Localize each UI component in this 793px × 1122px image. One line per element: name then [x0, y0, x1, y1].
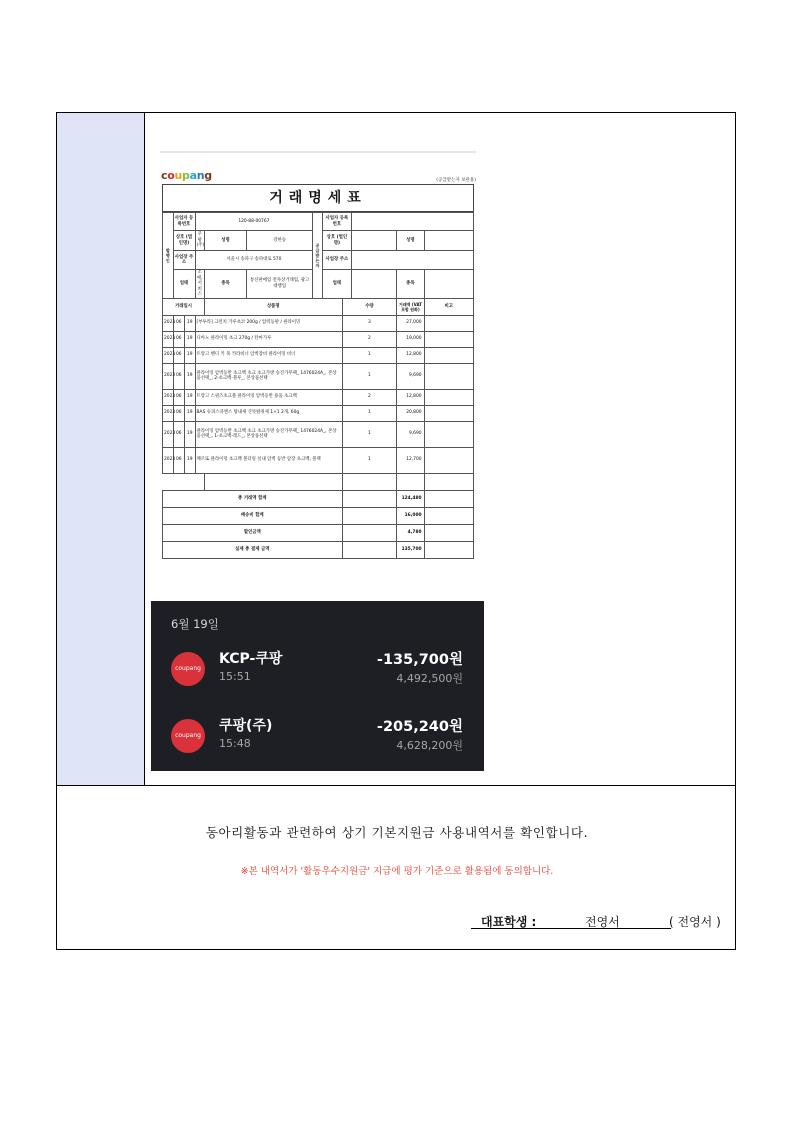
- row-qty: 1: [342, 421, 397, 447]
- row-amount: 20,800: [397, 405, 424, 421]
- empty-cell: [342, 524, 397, 541]
- row-qty: 1: [342, 405, 397, 421]
- empty-cell: [424, 541, 473, 558]
- row-product: 페르또 클라이밍 초크백 볼더링 실내 암벽 등반 암장 초크백, 블랙: [195, 447, 342, 473]
- row-qty: 2: [342, 331, 397, 347]
- receiver-reg-label: 사업자 등록번호: [322, 213, 351, 231]
- row-amount: 19,000: [397, 331, 424, 347]
- consent-note: ※본 내역서가 '활동우수지원금' 지급에 평가 기준으로 활용됨에 동의합니다.: [240, 866, 554, 877]
- divider: [57, 785, 735, 786]
- business-type: 소매, 서비스: [196, 270, 203, 297]
- row-amount: 27,000: [397, 315, 424, 331]
- transaction-time: 15:51: [219, 670, 251, 683]
- shipping-label: 배송비 합계: [163, 507, 343, 524]
- receiver-side-label: 공급받는자: [313, 213, 322, 299]
- row-product: BAS 슈퍼스큐엔스 탕내새 산뜻탈취제 1+1 2개, 60g: [195, 405, 342, 421]
- row-day: 19: [185, 347, 196, 363]
- row-amount: 9,690: [397, 421, 424, 447]
- row-month: 06: [173, 405, 185, 421]
- transaction-amount: -135,700원: [376, 652, 463, 668]
- row-product: 디아노 클라이밍 초크 270g / 탄마가루: [195, 331, 342, 347]
- row-note: [424, 315, 473, 331]
- row-note: [424, 389, 473, 405]
- row-year: 2023: [163, 389, 174, 405]
- row-year: 2023: [163, 315, 174, 331]
- receiver-item: [424, 270, 473, 299]
- coupang-logo: coupang: [161, 169, 212, 182]
- empty-cell: [424, 490, 473, 507]
- row-month: 06: [173, 363, 185, 389]
- row-note: [424, 447, 473, 473]
- representative-signature: ( 전영서 ): [669, 915, 721, 929]
- row-year: 2023: [163, 363, 174, 389]
- receiver-reg-value: [352, 213, 474, 231]
- rep-value: 강한승: [247, 231, 313, 251]
- row-product: 클라이밍 암벽등반 초크백 초크 초크가방 승진가무팩_ 1476024A_, 본상품선택_, 1-초크백-레드_, 본상품선택: [195, 421, 342, 447]
- row-day: 19: [185, 315, 196, 331]
- transaction-item: [151, 715, 484, 755]
- row-month: 06: [173, 447, 185, 473]
- row-amount: 12,800: [397, 389, 424, 405]
- row-note: [424, 421, 473, 447]
- row-product: 트랑고 핸디 키 목 카라비너 암벽장비 클라이밍 비너: [195, 347, 342, 363]
- transaction-date: 6월 19일: [171, 617, 219, 631]
- empty-cell: [342, 473, 397, 490]
- table-row: [163, 405, 474, 421]
- row-note: [424, 331, 473, 347]
- header-product: 상품명: [205, 298, 343, 315]
- receiver-rep-value: [424, 231, 473, 251]
- header-qty: 수량: [342, 298, 397, 315]
- empty-cell: [185, 473, 196, 490]
- table-row: [163, 347, 474, 363]
- row-qty: 1: [342, 347, 397, 363]
- label-column: [57, 113, 145, 785]
- transaction-statement-image: [160, 151, 476, 597]
- row-qty: 3: [342, 315, 397, 331]
- keeper-note: (공급받는자 보관용): [436, 178, 476, 183]
- business-label: 업태: [173, 270, 195, 299]
- item-label: 종목: [205, 270, 247, 299]
- row-month: 06: [173, 421, 185, 447]
- row-year: 2023: [163, 447, 174, 473]
- divider: [160, 151, 476, 153]
- row-qty: 1: [342, 447, 397, 473]
- receiver-rep-label: 성명: [397, 231, 424, 251]
- address: 서울시 송파구 송파대로 570: [195, 251, 313, 270]
- row-amount: 12,800: [397, 347, 424, 363]
- table-row: [163, 363, 474, 389]
- row-month: 06: [173, 389, 185, 405]
- discount-value: 4,780: [397, 524, 424, 541]
- confirmation-text: 동아리활동과 관련하여 상기 기본지원금 사용내역서를 확인합니다.: [205, 825, 589, 840]
- header-amount: 거래액 (VAT포함 원화): [397, 298, 424, 315]
- table-row: [163, 315, 474, 331]
- address-label: 사업장 주소: [173, 251, 195, 270]
- representative-label: 대표학생 :: [481, 915, 537, 929]
- report-frame: [56, 112, 736, 950]
- receiver-name-label: 상호 (법인명): [322, 231, 351, 251]
- transaction-time: 15:48: [219, 737, 251, 750]
- row-day: 19: [185, 389, 196, 405]
- row-day: 19: [185, 405, 196, 421]
- company-name: 쿠팡(주): [195, 231, 204, 251]
- paid-label: 실제 총 결제 금액: [163, 541, 343, 558]
- business-item: 통신판매업 전자상거래업, 광고대행업: [247, 270, 313, 299]
- receiver-address: [352, 251, 474, 270]
- item-rows: [163, 315, 474, 473]
- receiver-business-label: 업태: [322, 270, 351, 299]
- receiver-address-label: 사업장 주소: [322, 251, 351, 270]
- row-day: 19: [185, 331, 196, 347]
- row-note: [424, 405, 473, 421]
- table-row: [163, 389, 474, 405]
- table-row: [163, 421, 474, 447]
- empty-cell: [424, 524, 473, 541]
- reg-no: 120-88-00767: [195, 213, 313, 231]
- row-year: 2023: [163, 331, 174, 347]
- empty-cell: [205, 473, 343, 490]
- row-amount: 9,690: [397, 363, 424, 389]
- coupang-icon: coupang: [171, 719, 205, 753]
- coupang-icon: coupang: [171, 652, 205, 686]
- row-month: 06: [173, 315, 185, 331]
- bank-transaction-screenshot: [151, 601, 484, 771]
- receiver-business: [352, 270, 397, 299]
- representative-name: 전영서: [585, 915, 620, 929]
- transaction-amount: -205,240원: [376, 719, 463, 735]
- row-product: 트랑고 스퀀즈초크볼 클라이밍 암벽등반 용품 초크백: [195, 389, 342, 405]
- empty-cell: [397, 473, 424, 490]
- paid-value: 135,700: [397, 541, 424, 558]
- row-amount: 12,700: [397, 447, 424, 473]
- header-note: 비고: [424, 298, 473, 315]
- invoice-title: 거래명세표: [162, 184, 474, 212]
- row-qty: 1: [342, 363, 397, 389]
- table-row: [163, 331, 474, 347]
- receiver-item-label: 종목: [397, 270, 424, 299]
- discount-label: 할인금액: [163, 524, 343, 541]
- row-month: 06: [173, 331, 185, 347]
- transaction-item: [151, 648, 484, 688]
- header-date: 거래일시: [163, 298, 205, 315]
- empty-cell: [424, 507, 473, 524]
- row-day: 19: [185, 447, 196, 473]
- row-day: 19: [185, 421, 196, 447]
- invoice-table: [162, 212, 474, 559]
- name-label: 상호 (법인명): [173, 231, 195, 251]
- transaction-balance: 4,492,500원: [396, 672, 463, 685]
- row-year: 2023: [163, 421, 174, 447]
- total-value: 124,480: [397, 490, 424, 507]
- empty-cell: [342, 490, 397, 507]
- empty-cell: [342, 507, 397, 524]
- total-label: 총 거래액 합계: [163, 490, 343, 507]
- row-product: 클라이밍 암벽등반 초크백 초크 초크가방 승진가무팩_ 1476024A_, 본상품선택_, 2-초크백-블루_, 본상품선택: [195, 363, 342, 389]
- row-qty: 2: [342, 389, 397, 405]
- transaction-balance: 4,628,200원: [396, 739, 463, 752]
- transaction-merchant: KCP-쿠팡: [219, 651, 283, 667]
- signature-line: [471, 928, 671, 929]
- row-year: 2023: [163, 405, 174, 421]
- transaction-merchant: 쿠팡(주): [219, 718, 273, 734]
- table-row: [163, 447, 474, 473]
- rep-label: 성명: [205, 231, 247, 251]
- row-month: 06: [173, 347, 185, 363]
- reg-no-label: 사업자 등록번호: [173, 213, 195, 231]
- empty-cell: [163, 473, 174, 490]
- empty-cell: [173, 473, 185, 490]
- empty-cell: [195, 473, 204, 490]
- row-note: [424, 347, 473, 363]
- supplier-side-label: 발행인: [163, 213, 174, 299]
- row-day: 19: [185, 363, 196, 389]
- row-product: [부투라] 크런치 가루초코 200g / 압력등판 / 클라이밍: [195, 315, 342, 331]
- receiver-name-value: [352, 231, 397, 251]
- shipping-value: 16,000: [397, 507, 424, 524]
- row-year: 2023: [163, 347, 174, 363]
- row-note: [424, 363, 473, 389]
- empty-cell: [424, 473, 473, 490]
- empty-cell: [342, 541, 397, 558]
